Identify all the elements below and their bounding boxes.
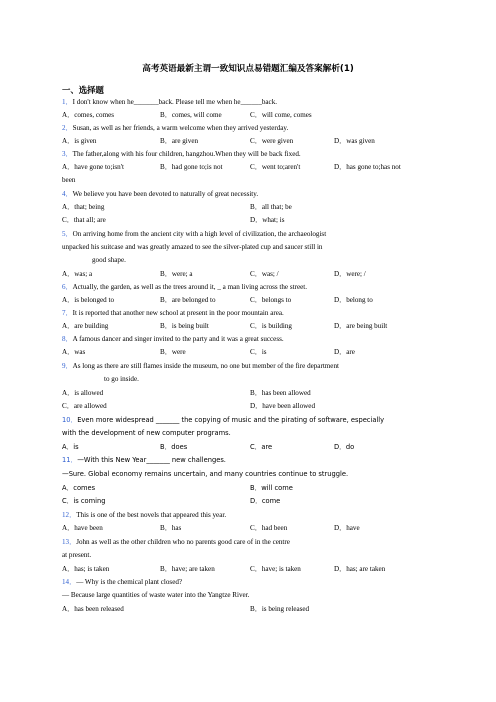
question-number: 5． — [62, 230, 73, 238]
option-c[interactable] — [250, 111, 312, 120]
option-a[interactable] — [62, 484, 95, 493]
option-b[interactable] — [250, 203, 292, 212]
option-d[interactable] — [334, 524, 360, 533]
question-text: A famous dancer and singer invited to the party and it was a great success. — [72, 335, 284, 343]
option-letter: D． — [334, 270, 347, 278]
option-text: is given — [74, 137, 97, 145]
option-d[interactable] — [334, 322, 387, 331]
option-b[interactable] — [160, 348, 186, 357]
option-d[interactable] — [334, 296, 373, 305]
option-letter: A． — [62, 484, 74, 492]
option-letter: D． — [334, 443, 346, 451]
option-letter: D． — [334, 163, 347, 171]
option-c[interactable] — [250, 137, 293, 146]
question-text: Susan, as well as her friends, a warm welcome when they arrived yesterday. — [72, 124, 289, 132]
question-text: —Sure. Global economy remains uncertain, and many countries continue to struggle. — [62, 470, 349, 478]
question-text: — Because large quantities of waste water into the Yangtze River. — [62, 591, 250, 599]
question-5-line-3 — [92, 256, 472, 265]
option-letter: D． — [250, 216, 263, 224]
question-number: 9． — [62, 362, 73, 370]
question-11-line-2 — [62, 470, 442, 479]
option-letter: A． — [62, 565, 75, 573]
option-a[interactable] — [62, 524, 103, 533]
question-3-option-continuation: been — [62, 176, 76, 184]
question-number: 14． — [62, 578, 77, 586]
question-number: 7． — [62, 309, 73, 317]
option-text: comes, comes — [74, 111, 115, 119]
option-letter: D． — [334, 524, 347, 532]
option-d[interactable] — [334, 443, 354, 452]
question-11-line-1 — [62, 456, 442, 465]
option-text: belongs to — [261, 296, 292, 304]
option-text: are — [346, 348, 355, 356]
option-text: went to;aren't — [261, 163, 301, 171]
option-text: has been allowed — [261, 389, 311, 397]
option-text: are being built — [346, 322, 388, 330]
option-c[interactable] — [250, 322, 292, 331]
option-c[interactable] — [62, 216, 106, 225]
option-d[interactable] — [334, 163, 401, 172]
option-letter: D． — [334, 296, 347, 304]
option-d[interactable] — [334, 348, 355, 357]
option-letter: A． — [62, 524, 75, 532]
option-letter: C． — [62, 402, 74, 410]
option-text: comes, will come — [171, 111, 222, 119]
option-a[interactable] — [62, 163, 124, 172]
option-letter: D． — [334, 322, 347, 330]
question-text: with the development of new computer programs. — [62, 429, 231, 437]
option-letter: A． — [62, 203, 75, 211]
option-letter: B． — [160, 443, 172, 451]
option-text: will come, comes — [261, 111, 312, 119]
option-letter: C． — [250, 565, 262, 573]
option-b[interactable] — [160, 524, 181, 533]
option-d[interactable] — [334, 565, 385, 574]
question-text: at present. — [62, 551, 92, 559]
option-text: have; is taken — [261, 565, 301, 573]
option-text: have gone to;isn't — [74, 163, 124, 171]
option-b[interactable] — [160, 443, 187, 452]
option-letter: C． — [62, 216, 74, 224]
option-b[interactable] — [250, 389, 311, 398]
option-letter: C． — [250, 296, 262, 304]
question-number: 13． — [62, 538, 77, 546]
question-8-line-1 — [62, 335, 442, 344]
question-5-line-2 — [62, 243, 442, 252]
option-letter: B． — [250, 605, 262, 613]
question-text: unpacked his suitcase and was greatly amazed to see the silver-plated cup and saucer still in — [62, 243, 323, 251]
option-b[interactable] — [160, 565, 215, 574]
question-number: 11． — [62, 456, 78, 464]
option-a[interactable] — [62, 389, 103, 398]
question-text: It is reported that another new school at present in the poor mountain area. — [72, 309, 284, 317]
option-b[interactable] — [160, 296, 216, 305]
question-10-line-1 — [62, 416, 442, 425]
option-b[interactable] — [250, 484, 293, 493]
question-text: This is one of the best novels that appeared this year. — [76, 511, 227, 519]
option-text: do — [345, 443, 355, 451]
question-number: 2． — [62, 124, 73, 132]
option-text: all that; be — [261, 203, 292, 211]
option-letter: A． — [62, 389, 75, 397]
option-text: are building — [74, 322, 109, 330]
option-text: have been — [74, 524, 103, 532]
option-text: is being released — [261, 605, 310, 613]
question-text: John as well as the other children who no parents good care of in the centre — [76, 538, 290, 546]
option-text: is — [261, 348, 267, 356]
option-b[interactable] — [160, 111, 222, 120]
question-number: 12． — [62, 511, 77, 519]
option-text: what; is — [262, 216, 285, 224]
question-number: 10． — [62, 416, 78, 424]
option-text: belong to — [346, 296, 373, 304]
option-text: was — [74, 348, 86, 356]
option-b[interactable] — [160, 322, 209, 331]
option-d[interactable] — [334, 270, 366, 279]
question-number: 4． — [62, 190, 73, 198]
option-c[interactable] — [250, 296, 291, 305]
option-letter: B． — [160, 565, 172, 573]
question-text: On arriving home from the ancient city with a high level of civilization, the archaeologist — [72, 230, 327, 238]
option-text: that all; are — [73, 216, 106, 224]
question-number: 1． — [62, 98, 73, 106]
option-text: is — [73, 443, 79, 451]
option-text: have — [346, 524, 360, 532]
option-letter: C． — [250, 348, 262, 356]
option-letter: A． — [62, 348, 75, 356]
option-text: was; a — [74, 270, 93, 278]
option-b[interactable] — [160, 163, 222, 172]
option-letter: C． — [250, 443, 262, 451]
question-6-line-1 — [62, 283, 442, 292]
option-a[interactable] — [62, 443, 79, 452]
question-9-line-2 — [104, 375, 484, 384]
question-text: We believe you have been devoted to naturally of great necessity. — [72, 190, 259, 198]
option-text: has — [171, 524, 182, 532]
option-letter: B． — [160, 322, 172, 330]
question-9-line-1 — [62, 362, 442, 371]
option-text: has been released — [74, 605, 124, 613]
option-c[interactable] — [250, 565, 301, 574]
question-3-line-1 — [62, 150, 442, 159]
option-a[interactable] — [62, 322, 108, 331]
option-letter: A． — [62, 322, 75, 330]
question-4-line-1 — [62, 190, 442, 199]
option-letter: D． — [334, 137, 347, 145]
option-letter: D． — [334, 348, 347, 356]
option-text: were; / — [346, 270, 366, 278]
option-text: had gone to;is not — [171, 163, 223, 171]
option-a[interactable] — [62, 348, 85, 357]
option-letter: B． — [160, 111, 172, 119]
option-letter: D． — [250, 497, 262, 505]
option-text: has; is taken — [74, 565, 110, 573]
option-text: does — [171, 443, 188, 451]
option-text: is building — [261, 322, 292, 330]
option-b[interactable] — [160, 137, 198, 146]
question-text: —With this New Year_______ new challenges. — [77, 456, 226, 464]
question-text: — Why is the chemical plant closed? — [76, 578, 183, 586]
option-letter: C． — [250, 137, 262, 145]
option-text: are — [261, 443, 273, 451]
option-letter: C． — [250, 524, 262, 532]
question-13-line-2 — [62, 551, 442, 560]
option-text: that; being — [74, 203, 105, 211]
option-letter: B． — [160, 348, 172, 356]
question-text: Even more widespread _______ the copying of music and the pirating of software, especially — [77, 416, 385, 424]
option-text: is belonged to — [74, 296, 115, 304]
option-text: is being built — [171, 322, 209, 330]
option-text: are allowed — [73, 402, 107, 410]
document-title: 高考英语最新主谓一致知识点易错题汇编及答案解析(1) — [142, 64, 354, 74]
question-12-line-1 — [62, 511, 442, 520]
option-c[interactable] — [250, 443, 272, 452]
question-14-line-2 — [62, 591, 442, 600]
option-letter: B． — [160, 163, 172, 171]
question-1-line-1 — [62, 98, 442, 107]
option-text: have been allowed — [262, 402, 316, 410]
option-letter: A． — [62, 270, 75, 278]
option-letter: C． — [250, 111, 262, 119]
option-text: comes — [73, 484, 96, 492]
option-letter: C． — [250, 322, 262, 330]
option-letter: A． — [62, 137, 75, 145]
option-letter: A． — [62, 111, 75, 119]
question-text: good shape. — [92, 256, 126, 264]
option-letter: B． — [250, 203, 262, 211]
option-a[interactable] — [62, 111, 114, 120]
option-text: are given — [171, 137, 199, 145]
option-text: has; are taken — [346, 565, 386, 573]
question-13-line-1 — [62, 538, 442, 547]
question-text: Actually, the garden, as well as the trees around it, _ a man living across the street. — [72, 283, 307, 291]
option-b[interactable] — [250, 605, 309, 614]
option-text: come — [261, 497, 281, 505]
question-number: 6． — [62, 283, 73, 291]
option-text: are belonged to — [171, 296, 216, 304]
option-letter: B． — [250, 389, 262, 397]
option-text: was given — [346, 137, 375, 145]
option-text: have; are taken — [171, 565, 215, 573]
option-text: had been — [261, 524, 288, 532]
question-text: to go inside. — [104, 375, 139, 383]
option-letter: B． — [160, 270, 172, 278]
section-heading: 一、选择题 — [62, 85, 104, 95]
option-letter: A． — [62, 443, 74, 451]
option-letter: D． — [334, 565, 347, 573]
option-letter: A． — [62, 605, 75, 613]
question-number: 3． — [62, 150, 73, 158]
option-text: was; / — [261, 270, 279, 278]
option-a[interactable] — [62, 565, 109, 574]
option-d[interactable] — [250, 402, 315, 411]
option-letter: A． — [62, 296, 75, 304]
question-text: I don't know when he_______back. Please tell me when he______back. — [72, 98, 278, 106]
option-d[interactable] — [250, 216, 284, 225]
option-c[interactable] — [62, 497, 105, 506]
question-14-line-1 — [62, 578, 442, 587]
option-text: were; a — [171, 270, 193, 278]
option-text: were given — [261, 137, 294, 145]
question-5-line-1 — [62, 230, 442, 239]
option-letter: C． — [250, 270, 262, 278]
option-text: is coming — [73, 497, 106, 505]
option-letter: A． — [62, 163, 75, 171]
option-text: will come — [261, 484, 293, 492]
option-a[interactable] — [62, 137, 96, 146]
option-b[interactable] — [160, 270, 193, 279]
question-number: 8． — [62, 335, 73, 343]
option-d[interactable] — [250, 497, 280, 506]
option-letter: D． — [250, 402, 263, 410]
option-a[interactable] — [62, 296, 114, 305]
option-a[interactable] — [62, 270, 92, 279]
option-c[interactable] — [250, 270, 279, 279]
option-a[interactable] — [62, 605, 124, 614]
option-letter: B． — [160, 296, 172, 304]
option-d[interactable] — [334, 137, 375, 146]
question-10-line-2 — [62, 429, 442, 438]
option-letter: C． — [62, 497, 74, 505]
option-c[interactable] — [250, 524, 287, 533]
question-2-line-1 — [62, 124, 442, 133]
option-letter: B． — [250, 484, 262, 492]
option-text: were — [171, 348, 186, 356]
question-text: The father,along with his four children, hangzhou.When they will be back fixed. — [72, 150, 301, 158]
option-text: is allowed — [74, 389, 104, 397]
option-a[interactable] — [62, 203, 104, 212]
option-c[interactable] — [250, 163, 300, 172]
option-letter: B． — [160, 137, 172, 145]
option-letter: B． — [160, 524, 172, 532]
option-text: has gone to;has not — [346, 163, 401, 171]
option-letter: C． — [250, 163, 262, 171]
question-text: As long as there are still flames inside the museum, no one but member of the fire department — [72, 362, 339, 370]
option-c[interactable] — [250, 348, 267, 357]
question-7-line-1 — [62, 309, 442, 318]
option-c[interactable] — [62, 402, 107, 411]
